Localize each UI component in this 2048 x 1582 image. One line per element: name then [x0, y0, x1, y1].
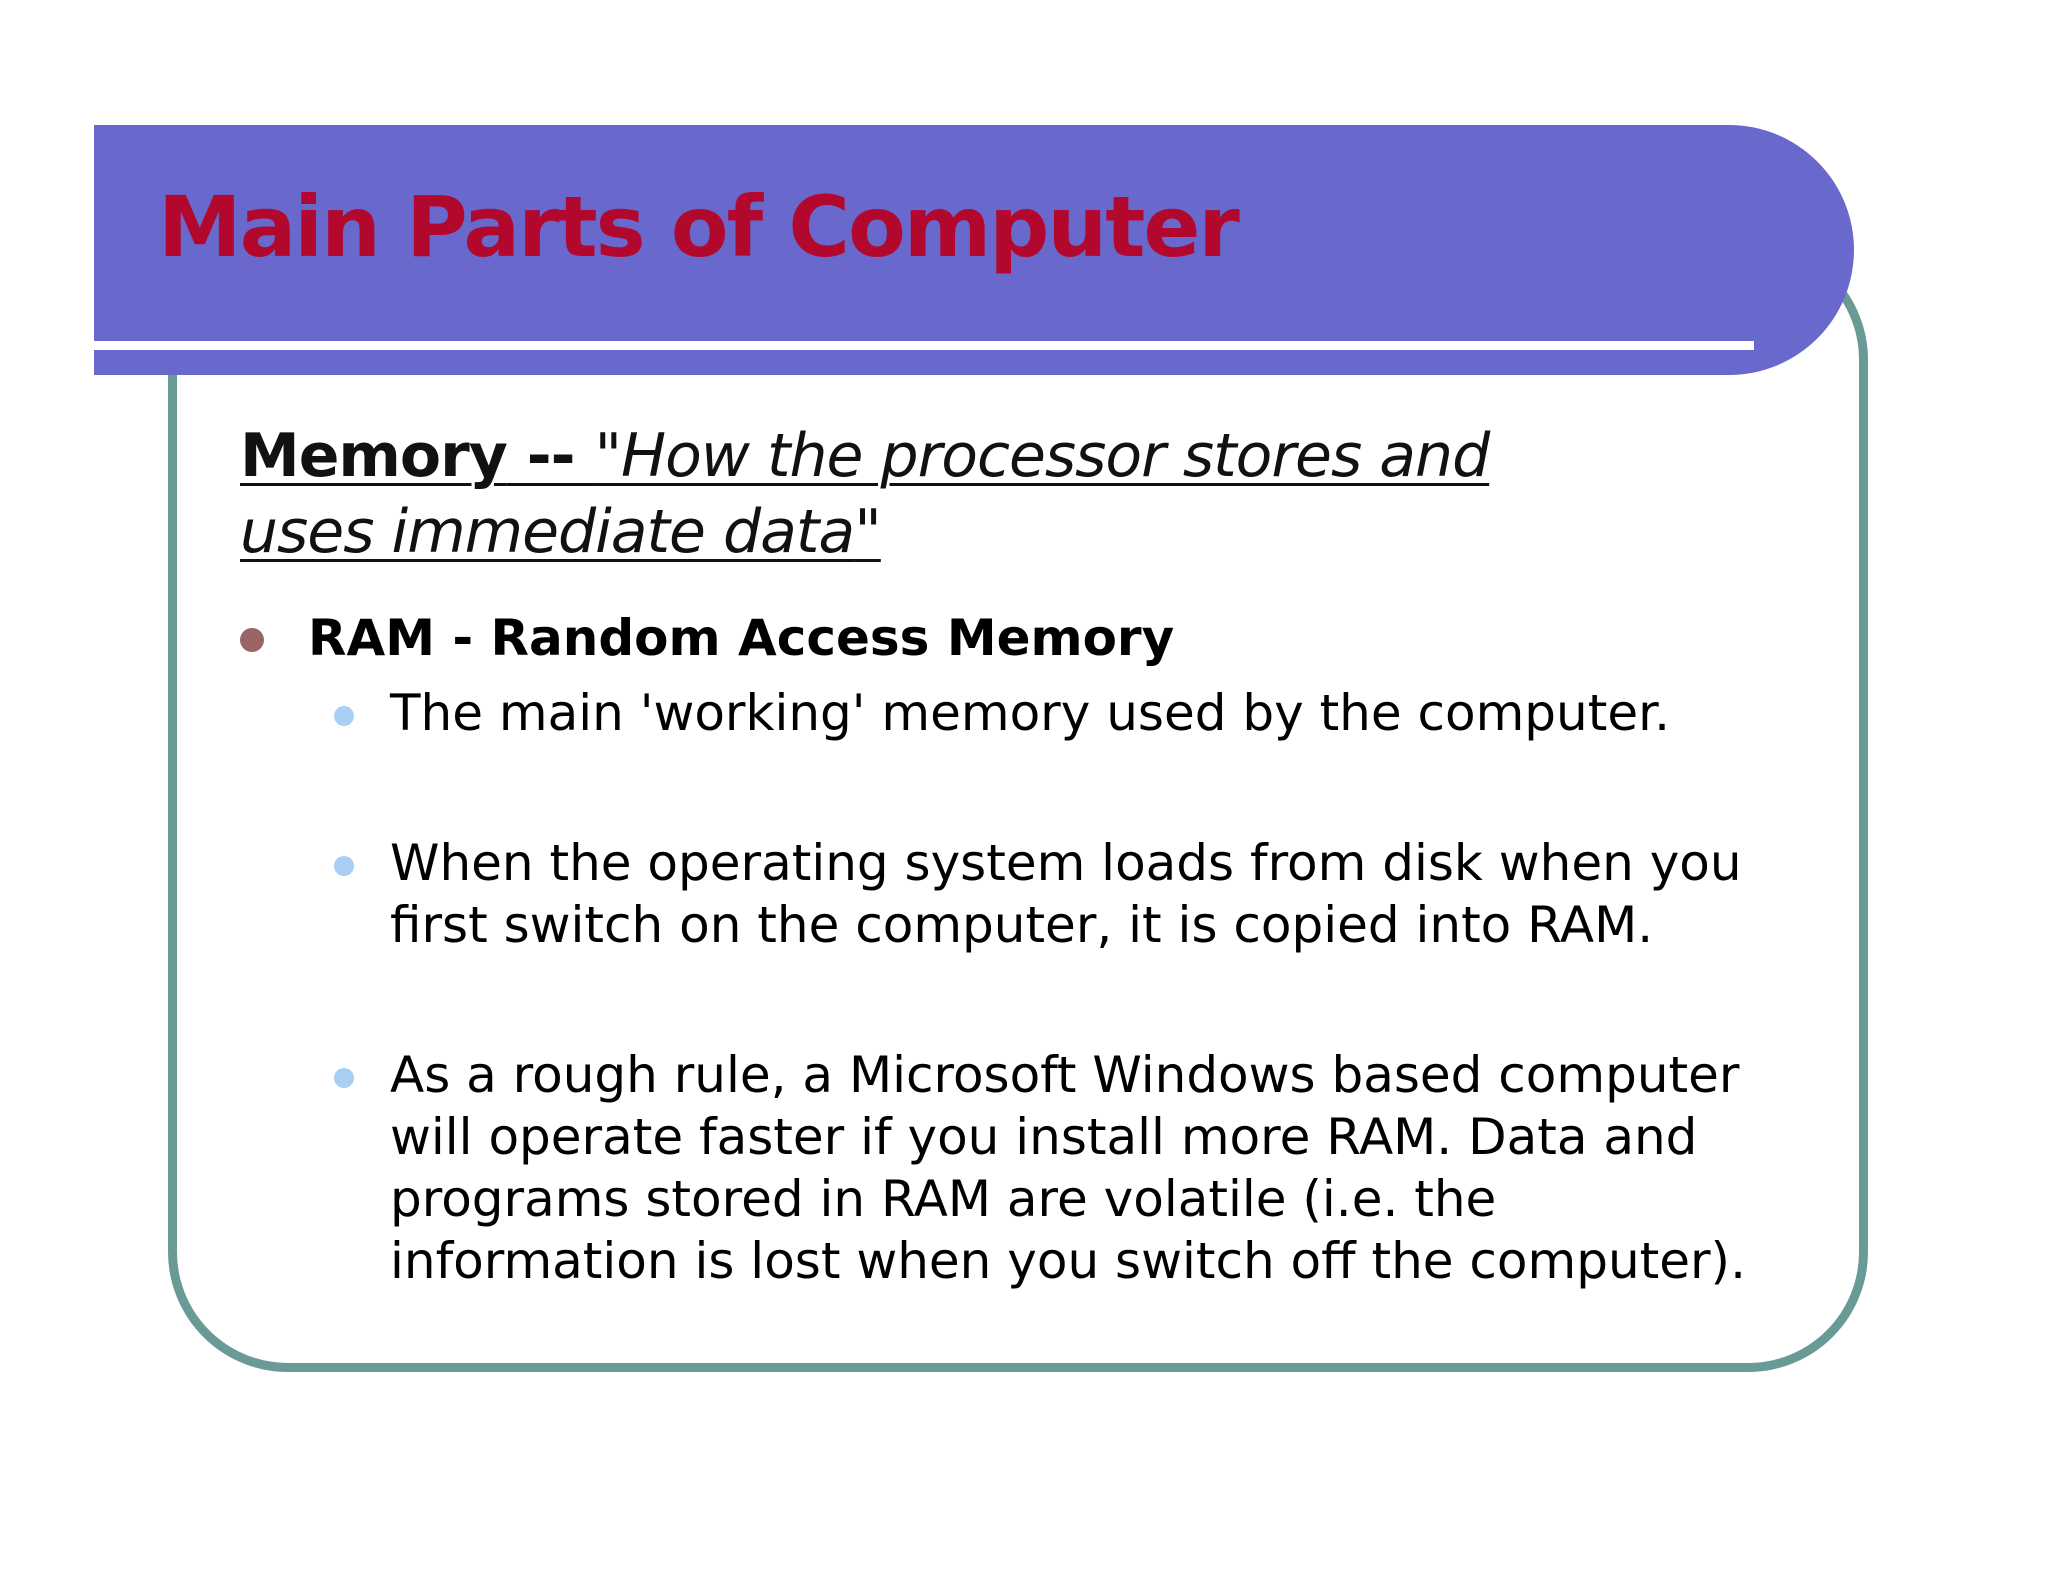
heading-definition: "How the processor stores and uses immediate data — [240, 421, 1490, 567]
heading-term: Memory — [240, 421, 507, 491]
sub-bullet-dot-icon — [334, 856, 354, 876]
bullet-ram-text: RAM - Random Access Memory — [308, 609, 1175, 667]
sub-bullet-dot-icon — [334, 706, 354, 726]
slide-title: Main Parts of Computer — [158, 178, 1238, 276]
heading-closing-quote: " — [854, 497, 881, 567]
title-underline-rule — [94, 341, 1754, 350]
sub-bullet-text: As a rough rule, a Microsoft Windows based computer will operate faster if you install more RAM. Data and programs stored in RAM are volatile (i.e. the information is lost when you switch off the computer). — [390, 1046, 1746, 1290]
sub-bullet-dot-icon — [334, 1068, 354, 1088]
heading-separator: -- — [506, 421, 595, 491]
sub-bullet-text: When the operating system loads from disk when you first switch on the computer, it is copied into RAM. — [390, 834, 1742, 954]
memory-heading — [240, 418, 1640, 570]
bullet-dot-icon — [240, 628, 264, 652]
sub-bullet-text: The main 'working' memory used by the computer. — [390, 684, 1670, 742]
